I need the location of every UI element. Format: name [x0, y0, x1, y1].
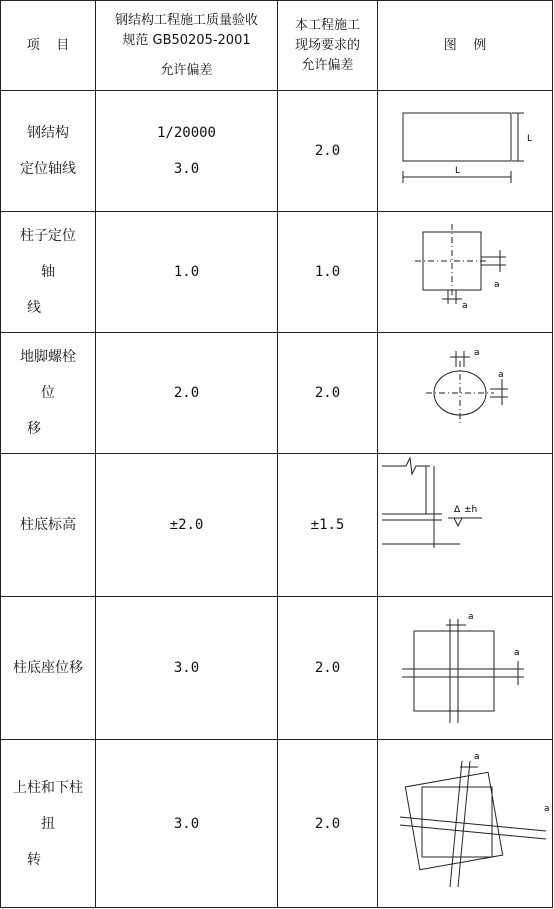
anchor-bolt-diagram	[378, 333, 553, 453]
column-base-displacement-diagram	[378, 597, 553, 739]
row-standard-value: 3.0	[96, 597, 278, 740]
row-project-value: ±1.5	[278, 454, 378, 597]
row-project-value: 2.0	[278, 91, 378, 212]
header-project: 本工程施工 现场要求的 允许偏差	[278, 1, 378, 91]
row-project-value: 2.0	[278, 597, 378, 740]
row-figure	[378, 333, 553, 454]
table-row	[1, 740, 553, 908]
table-row	[1, 91, 553, 212]
header-figure: 图 例	[378, 1, 553, 91]
label-a: a	[468, 612, 474, 622]
label-a: a	[514, 648, 520, 658]
label-l: L	[527, 134, 533, 144]
row-project-value: 2.0	[278, 333, 378, 454]
row-item-name: 上柱和下柱 扭转	[1, 740, 96, 908]
column-axis-diagram	[378, 212, 553, 332]
row-item-name: 钢结构 定位轴线	[1, 91, 96, 212]
row-standard-value: 1.0	[96, 212, 278, 333]
table-row	[1, 212, 553, 333]
table-row	[1, 333, 553, 454]
header-row	[1, 1, 553, 91]
row-item-name: 地脚螺栓 位移	[1, 333, 96, 454]
label-a: a	[474, 751, 480, 762]
label-a: a	[498, 370, 504, 380]
row-project-value: 2.0	[278, 740, 378, 908]
row-item-name: 柱底座位移	[1, 597, 96, 740]
row-standard-value: ±2.0	[96, 454, 278, 597]
label-a: a	[474, 348, 480, 358]
row-figure	[378, 597, 553, 740]
label-a: a	[494, 280, 500, 290]
row-figure	[378, 454, 553, 597]
row-standard-value: 2.0	[96, 333, 278, 454]
row-standard-value: 1/20000 3.0	[96, 91, 278, 212]
row-item-name: 柱底标高	[1, 454, 96, 597]
row-figure	[378, 91, 553, 212]
table-row	[1, 454, 553, 597]
column-base-elevation-diagram	[378, 454, 553, 596]
row-item-name: 柱子定位 轴线	[1, 212, 96, 333]
axis-layout-diagram	[378, 91, 553, 211]
table-row	[1, 597, 553, 740]
row-standard-value: 3.0	[96, 740, 278, 908]
header-item: 项 目	[1, 1, 96, 91]
label-a: a	[462, 301, 468, 311]
header-standard: 钢结构工程施工质量验收 规范 GB50205-2001 允许偏差	[96, 1, 278, 91]
label-a: a	[544, 803, 550, 814]
row-project-value: 1.0	[278, 212, 378, 333]
label-h: ±h	[464, 505, 478, 515]
row-figure	[378, 212, 553, 333]
label-delta: Δ	[454, 505, 461, 515]
column-torsion-diagram	[378, 741, 553, 907]
label-l: L	[455, 166, 461, 176]
row-figure	[378, 740, 553, 908]
